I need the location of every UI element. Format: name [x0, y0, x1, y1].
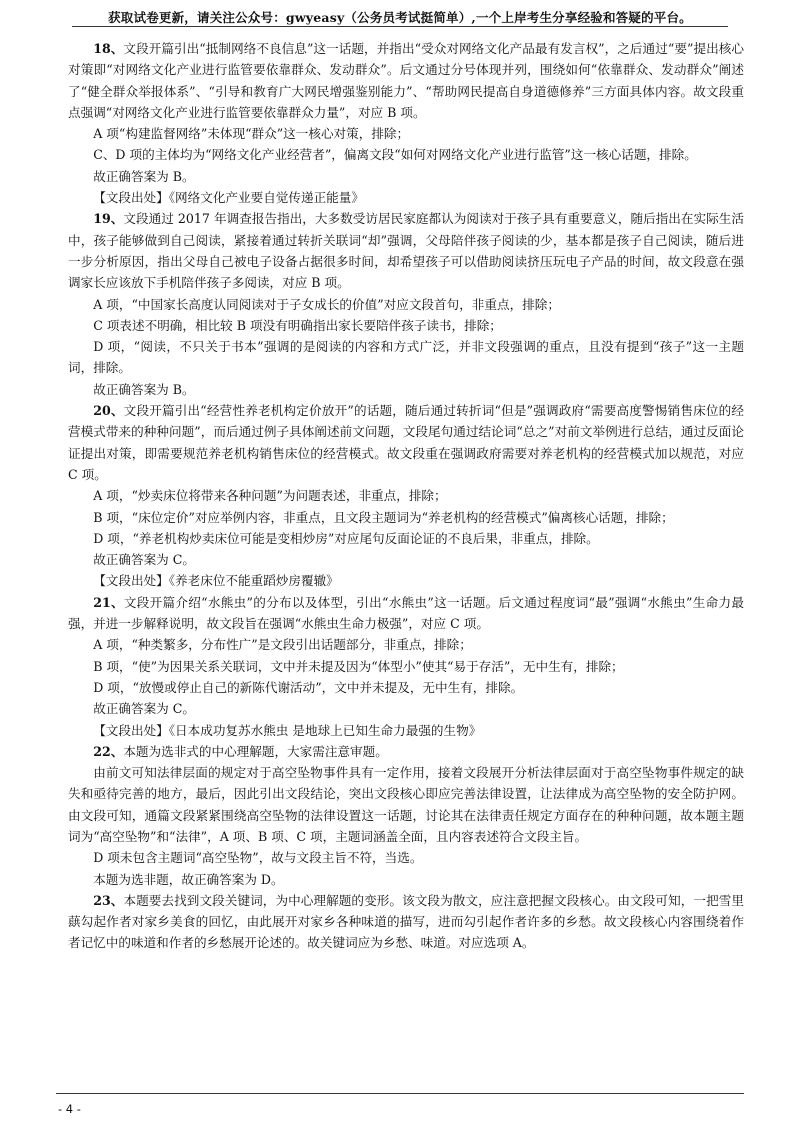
paragraph-text: 文段开篇引出“抵制网络不良信息”这一话题，并指出“受众对网络文化产品最有发言权”，之后通过“要”提出核心对策即“对网络文化产业进行监管要依靠群众、发动群众”。后文通过分号体现并列，围绕如何“依靠群众、发动群众”阐述了“健全群众举报体系”、“引导和教育广大网民增强鉴别能力”、“帮助网民提高自身道德修养”三方面具体内容。故文段重点强调“对网络文化产业进行监管要依靠群众力量”，对应 B 项。	[68, 41, 744, 120]
paragraph-text: 故正确答案为 C。	[93, 701, 195, 717]
explanation-paragraph	[68, 379, 744, 400]
explanation-paragraph	[68, 187, 744, 208]
explanation-paragraph	[68, 720, 744, 741]
explanation-paragraph	[68, 315, 744, 336]
explanation-paragraph	[68, 762, 744, 847]
question-number: 21、	[93, 594, 124, 610]
explanation-paragraph	[68, 123, 744, 144]
question-number: 22、	[93, 743, 124, 759]
explanation-paragraph	[68, 336, 744, 379]
paragraph-text: A 项，“炒卖床位将带来各种问题”为问题表述，非重点，排除；	[93, 488, 447, 504]
footer-divider	[56, 1093, 744, 1094]
paragraph-text: 【文段出处】《养老床位不能重蹈炒房覆辙》	[93, 573, 339, 589]
explanation-paragraph	[68, 847, 744, 868]
explanation-paragraph	[68, 528, 744, 549]
paragraph-text: 文段开篇引出“经营性养老机构定价放开”的话题，随后通过转折词“但是”强调政府“需要高度警惕销售床位的经营模式带来的种种问题”，而后通过例子具体阐述前文问题，文段尾句通过结论词“总之”对前文举例进行总结，通过反面论证提出对策，即需要规范养老机构销售床位的经营模式。故文段重在强调政府需要对养老机构的经营模式加以规范，对应 C 项。	[68, 403, 744, 482]
paragraph-text: 文段通过 2017 年调查报告指出，大多数受访居民家庭都认为阅读对于孩子具有重要意义，随后指出在实际生活中，孩子能够做到自己阅读，紧接着通过转折关联词“却”强调，父母陪伴孩子阅读的少，基本都是孩子自己阅读，随后进一步分析原因，指出父母自己被电子设备占据很多时间，却希望孩子可以借助阅读挤压玩电子产品的时间，故文段意在强调家长应该放下手机陪伴孩子多阅读，对应 B 项。	[68, 211, 745, 291]
paragraph-text: D 项，“阅读，不只关于书本”强调的是阅读的内容和方式广泛，并非文段强调的重点，且没有提到“孩子”这一主题词，排除。	[68, 339, 744, 376]
question-number: 23、	[93, 892, 124, 908]
paragraph-text: D 项，“放慢或停止自己的新陈代谢活动”，文中并未提及，无中生有，排除。	[93, 679, 524, 695]
paragraph-text: C 项表述不明确，相比较 B 项没有明确指出家长要陪伴孩子读书，排除；	[93, 317, 502, 333]
question-explanation	[68, 208, 744, 293]
paragraph-text: D 项未包含主题词“高空坠物”，故与文段主旨不符，当选。	[93, 850, 423, 866]
question-explanation	[68, 741, 744, 762]
paragraph-text: B 项，“床位定价”对应举例内容，非重点，且文段主题词为“养老机构的经营模式”偏离核心话题，排除；	[93, 509, 674, 525]
question-number: 18、	[93, 41, 124, 56]
paragraph-text: D 项，“养老机构炒卖床位可能是变相炒房”对应尾句反面论证的不良后果，非重点，排除。	[93, 530, 599, 546]
paragraph-text: 本题为选非式的中心理解题，大家需注意审题。	[123, 743, 388, 759]
header-divider	[72, 26, 728, 27]
question-explanation	[68, 38, 744, 123]
explanation-paragraph	[68, 869, 744, 890]
explanation-paragraph	[68, 485, 744, 506]
explanation-paragraph	[68, 144, 744, 165]
paragraph-text: 由前文可知法律层面的规定对于高空坠物事件具有一定作用，接着文段展开分析法律层面对于高空坠物事件规定的缺失和亟待完善的地方，最后，因此引出文段结论，突出文段核心即应完善法律设置，让法律成为高空坠物的安全防护网。由文段可知，通篇文段紧紧围绕高空坠物的法律设置这一话题，讨论其在法律责任规定方面存在的种种问题，故本题主题词为“高空坠物”和“法律”，A 项、B 项、C 项，主题词涵盖全面，且内容表述符合文段主旨。	[68, 765, 744, 844]
explanation-paragraph	[68, 656, 744, 677]
paragraph-text: A 项，“种类繁多，分布性广”是文段引出话题部分，非重点，排除；	[93, 637, 472, 653]
header-notice: 获取试卷更新，请关注公众号：gwyeasy（公务员考试挺简单）,一个上岸考生分享经验和答疑的平台。	[108, 10, 692, 25]
page-header	[0, 0, 800, 25]
paragraph-text: 文段开篇介绍“水熊虫”的分布以及体型，引出“水熊虫”这一话题。后文通过程度词“最”强调“水熊虫”生命力最强，并进一步解释说明，故文段旨在强调“水熊虫生命力极强”，对应 C 项。	[68, 594, 744, 632]
paragraph-text: 故正确答案为 B。	[93, 381, 195, 397]
paragraph-text: 【文段出处】《网络文化产业要自觉传递正能量》	[93, 190, 364, 206]
explanation-paragraph	[68, 294, 744, 315]
explanation-paragraph	[68, 677, 744, 698]
paragraph-text: B 项，“使”为因果关系关联词，文中并未提及因为“体型小”使其“易于存活”，无中生有，排除；	[93, 658, 624, 674]
paragraph-text: 本题要去找到文段关键词，为中心理解题的变形。该文段为散文，应注意把握文段核心。由文段可知，一把雪里蕻勾起作者对家乡美食的回忆，由此展开对家乡各种味道的描写，进而勾引起作者许多的乡愁。故文段核心内容围绕着作者记忆中的味道和作者的乡愁展开论述的。故关键词应为乡愁、味道。对应选项 A。	[68, 892, 744, 951]
paragraph-text: A 项，“中国家长高度认同阅读对于子女成长的价值”对应文段首句，非重点，排除；	[93, 296, 560, 312]
paragraph-text: 本题为选非题，故正确答案为 D。	[93, 871, 284, 887]
paragraph-text: 故正确答案为 B。	[93, 168, 195, 184]
paragraph-text: 故正确答案为 C。	[93, 552, 195, 568]
paragraph-text: 【文段出处】《日本成功复苏水熊虫 是地球上已知生命力最强的生物》	[93, 722, 482, 738]
explanation-paragraph	[68, 507, 744, 528]
explanation-paragraph	[68, 570, 744, 591]
explanation-paragraph	[68, 634, 744, 655]
paragraph-text: C、D 项的主体均为“网络文化产业经营者”，偏离文段“如何对网络文化产业进行监管”这一核心话题，排除。	[93, 147, 697, 163]
explanation-paragraph	[68, 549, 744, 570]
paragraph-text: A 项“构建监督网络”未体现“群众”这一核心对策，排除；	[93, 126, 410, 142]
question-number: 19、	[93, 211, 124, 227]
question-number: 20、	[93, 403, 124, 419]
answer-explanations	[68, 38, 744, 954]
question-explanation	[68, 400, 744, 485]
explanation-paragraph	[68, 698, 744, 719]
page-number: - 4 -	[58, 1102, 81, 1116]
question-explanation	[68, 592, 744, 635]
question-explanation	[68, 890, 744, 954]
explanation-paragraph	[68, 166, 744, 187]
